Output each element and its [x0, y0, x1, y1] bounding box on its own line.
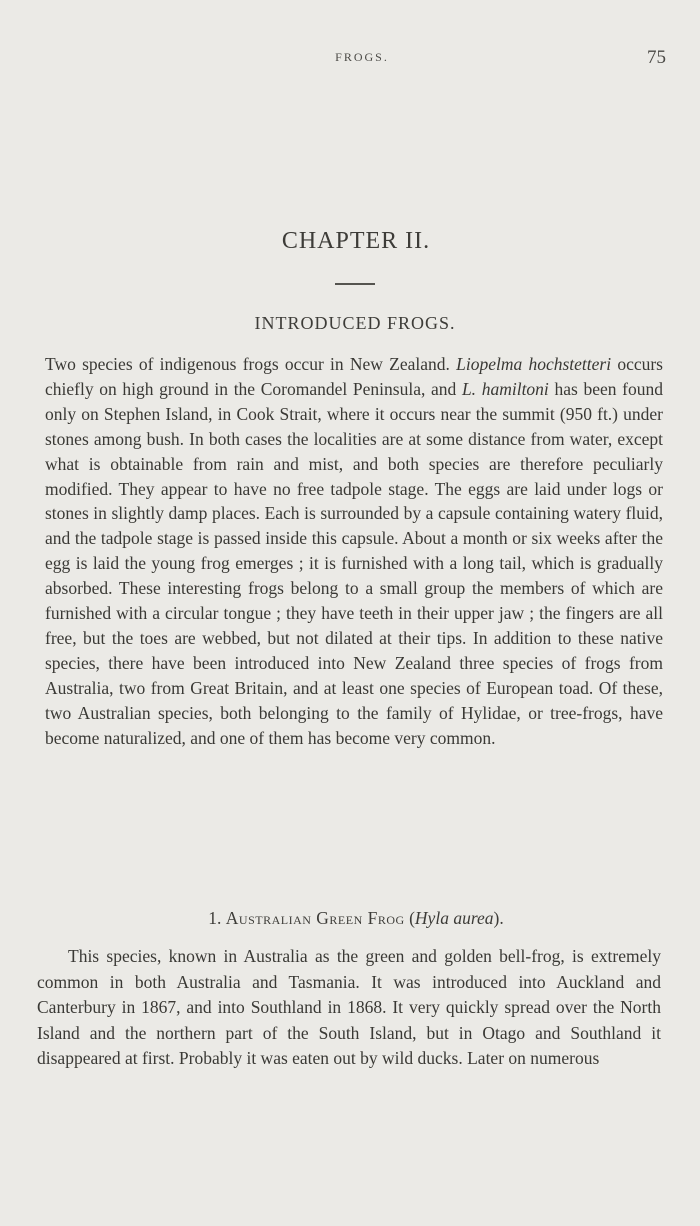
section-title: INTRODUCED FROGS. — [254, 313, 456, 333]
subsection-open-paren: ( — [404, 908, 415, 928]
species-paragraph-text: This species, known in Australia as the green and golden bell-frog, is extremely common in both Australia and Tasmania. It was introduced into Auckland and Canterbury in 1867, and into Southland in 1868. It very quickly spread over the North Island and the northern part of the South Island, but in Otago and Southland it disappeared at first. Probably it was eaten out by wild ducks. Later on numerous — [37, 946, 661, 1069]
subsection-name: Australian Green Frog — [225, 908, 405, 928]
species-name-liopelma: Liopelma hochstetteri — [456, 354, 612, 374]
subsection-close-paren: ). — [493, 908, 504, 928]
intro-text-part-2: occurs chiefly on high ground in the Coromandel Peninsula, and — [45, 354, 663, 399]
subsection-number: 1. — [208, 908, 226, 928]
intro-text-part-1: Two species of indigenous frogs occur in New Zealand. — [45, 354, 457, 374]
species-paragraph — [37, 944, 661, 1072]
running-head — [0, 47, 700, 70]
intro-paragraph — [45, 352, 663, 751]
running-title: FROGS. — [335, 50, 389, 64]
subsection-heading — [0, 908, 700, 929]
intro-text-part-3: has been found only on Stephen Island, in Cook Strait, where it occurs near the summit (950 ft.) under stones among bush. In both cases the localities are at some distance from water, except what is obtainable from rain and mist, and both species are therefore peculiarly modified. They appear to have no free tadpole stage. The eggs are laid under logs or stones in slightly damp places. Each is surrounded by a capsule containing watery fluid, and the tadpole stage is passed inside this capsule. About a month or six weeks after the egg is laid the young frog emerges ; it is furnished with a long tail, which is gradually absorbed. These interesting frogs belong to a small group the members of which are furnished with a circular tongue ; they have teeth in their upper jaw ; the fingers are all free, but the toes are webbed, but not dilated at their tips. In addition to these native species, there have been introduced into New Zealand three species of frogs from Australia, two from Great Britain, and at least one species of European toad. Of these, two Australian species, both belonging to the family of Hylidae, or tree-frogs, have become naturalized, and one of them has become very common. — [45, 378, 663, 748]
subsection-species: Hyla aurea — [414, 908, 494, 928]
page-number: 75 — [647, 47, 666, 68]
chapter-rule — [335, 283, 375, 285]
species-name-hamiltoni: L. hamiltoni — [461, 378, 549, 399]
intro-paragraph-text — [45, 352, 663, 751]
chapter-title: CHAPTER II. — [281, 228, 431, 254]
